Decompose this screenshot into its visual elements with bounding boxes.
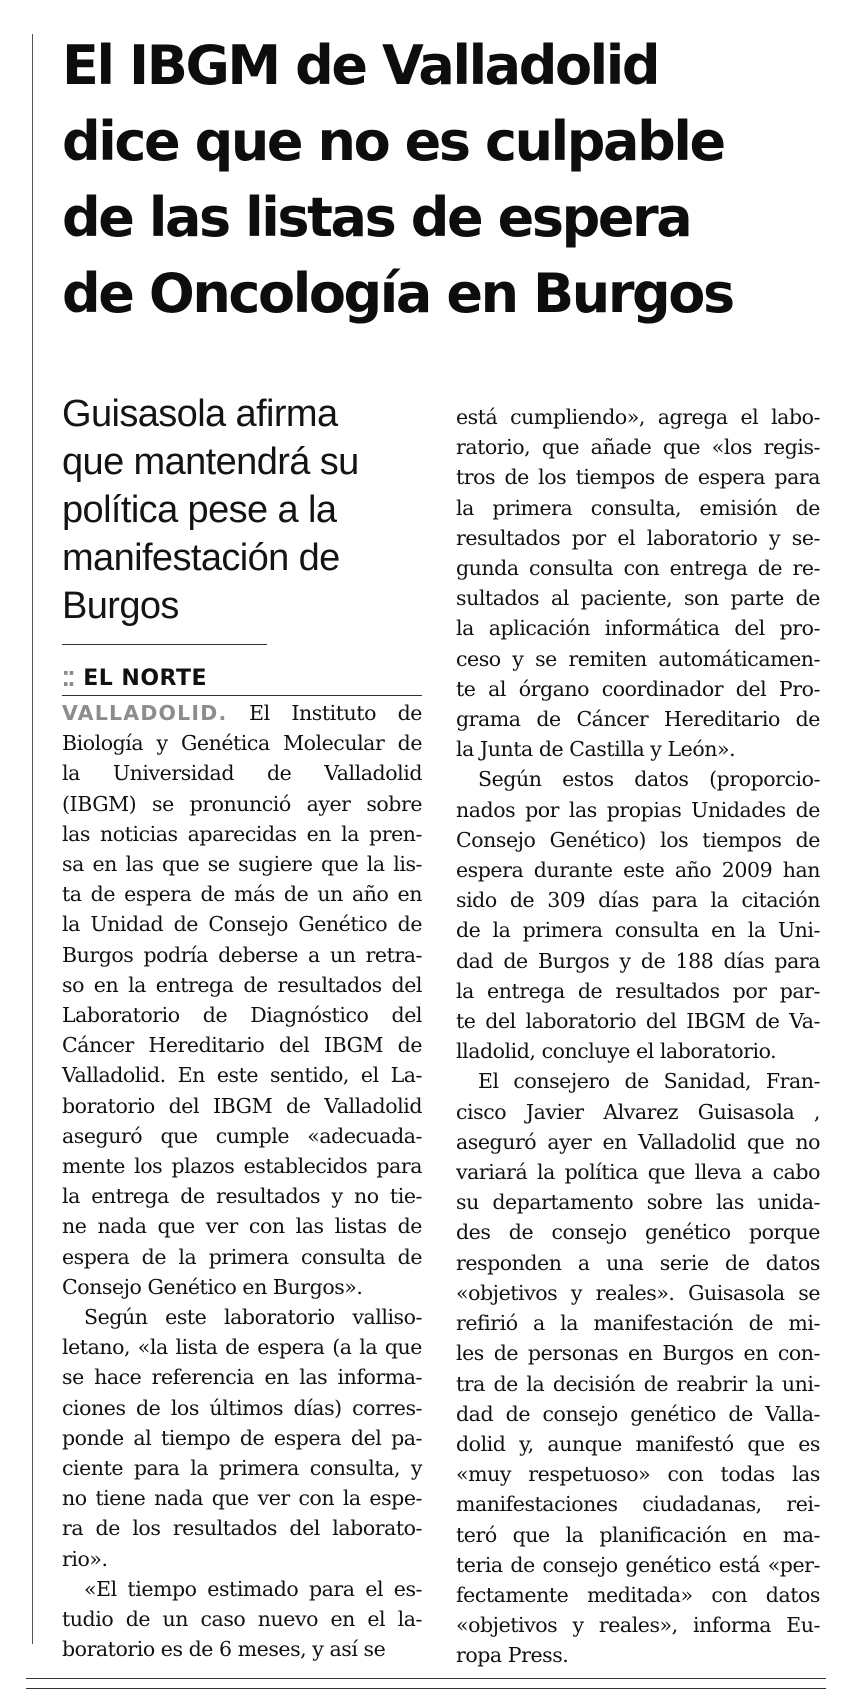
article-column-1 xyxy=(62,698,422,1665)
text-line: ponde al tiempo de espera del pa- xyxy=(62,1425,422,1450)
text-line: lladolid, concluye el laboratorio. xyxy=(456,1039,777,1064)
text-line: te del laboratorio del IBGM de Va- xyxy=(456,1009,820,1034)
text-line: la aplicación informática del pro- xyxy=(456,616,820,641)
text-line: Laboratorio de Diagnóstico del xyxy=(62,1003,422,1028)
text-line: «El tiempo estimado para el es- xyxy=(84,1576,422,1601)
text-line: Según estos datos (proporcio- xyxy=(478,767,820,792)
text-line: grama de Cáncer Hereditario de xyxy=(456,707,820,732)
text-line: espera de la primera consulta de xyxy=(62,1244,422,1269)
text-line: ta de espera de más de un año en xyxy=(62,882,422,907)
text-line xyxy=(62,698,422,728)
text-line: teró que la planificación en ma- xyxy=(456,1522,820,1547)
text-line: Consejo Genético) los tiempos de xyxy=(456,827,820,852)
text-line: Burgos podría deberse a un retra- xyxy=(62,942,422,967)
bottom-divider xyxy=(26,1688,826,1689)
text-line: dad de Burgos y de 188 días para xyxy=(456,948,820,973)
text-line: te al órgano coordinador del Pro- xyxy=(456,676,820,701)
text-line: dad de consejo genético de Valla- xyxy=(456,1401,820,1426)
text-line: ciente para la primera consulta, y xyxy=(62,1456,422,1481)
text-line: la Universidad de Valladolid xyxy=(62,761,422,786)
left-margin-rule xyxy=(32,34,33,1644)
headline-line: de Oncología en Burgos xyxy=(62,262,733,325)
text-line: se hace referencia en las informa- xyxy=(62,1365,422,1390)
text-line: ne nada que ver con las listas de xyxy=(62,1214,422,1239)
text-line: ra de los resultados del laborato- xyxy=(62,1516,422,1541)
text-line: las noticias aparecidas en la pren- xyxy=(62,821,422,846)
text-line: espera durante este año 2009 han xyxy=(456,858,820,883)
text-line: Según este laboratorio valliso- xyxy=(84,1305,422,1330)
text-line: mente los plazos establecidos para xyxy=(62,1154,422,1179)
headline-line: de las listas de espera xyxy=(62,186,691,249)
text-line: manifestaciones ciudadanas, rei- xyxy=(456,1492,820,1517)
text-line: boratorio es de 6 meses, y así se xyxy=(62,1637,386,1662)
text-line: responden a una serie de datos xyxy=(456,1250,820,1275)
text-line: ratorio, que añade que «los regis- xyxy=(456,435,820,460)
text-line: tros de los tiempos de espera para xyxy=(456,465,820,490)
headline-line: El IBGM de Valladolid xyxy=(62,34,659,97)
text-fragment: El Instituto de xyxy=(249,701,422,725)
text-line: variará la política que lleva a cabo xyxy=(456,1160,820,1185)
headline-line: dice que no es culpable xyxy=(62,110,724,173)
text-line: rio». xyxy=(62,1546,108,1571)
text-line: «muy respetuoso» con todas las xyxy=(456,1462,820,1487)
text-line: Biología y Genética Molecular de xyxy=(62,731,422,756)
text-line: la entrega de resultados por par- xyxy=(456,978,820,1003)
text-line: gunda consulta con entrega de re- xyxy=(456,556,820,581)
text-line: la primera consulta, emisión de xyxy=(456,495,820,520)
text-line: sa en las que se sugiere que la lis- xyxy=(62,852,422,877)
bottom-divider xyxy=(26,1678,826,1679)
text-line: la entrega de resultados y no tie- xyxy=(62,1184,422,1209)
text-line: Valladolid. En este sentido, el La- xyxy=(62,1063,422,1088)
byline-author: EL NORTE xyxy=(83,666,208,691)
text-line: cisco Javier Alvarez Guisasola , xyxy=(456,1099,820,1124)
text-line: des de consejo genético porque xyxy=(456,1220,820,1245)
subheadline xyxy=(62,390,402,630)
text-line: aseguró que cumple «adecuada- xyxy=(62,1123,422,1148)
text-line: de la primera consulta en la Uni- xyxy=(456,918,820,943)
headline xyxy=(62,28,842,332)
text-line: sultados al paciente, son parte de xyxy=(456,586,820,611)
text-line: (IBGM) se pronunció ayer sobre xyxy=(62,791,422,816)
subheadline-line: Guisasola afirma xyxy=(62,393,338,435)
dateline: VALLADOLID. xyxy=(62,701,228,725)
text-line: dolid y, aunque manifestó que es xyxy=(456,1431,820,1456)
text-line: El consejero de Sanidad, Fran- xyxy=(478,1069,820,1094)
text-line: la Unidad de Consejo Genético de xyxy=(62,912,422,937)
text-line: les de personas en Burgos en con- xyxy=(456,1341,820,1366)
text-line: no tiene nada que ver con la espe- xyxy=(62,1486,422,1511)
text-line: ropa Press. xyxy=(456,1643,569,1668)
text-line: Cáncer Hereditario del IBGM de xyxy=(62,1033,422,1058)
text-line: ciones de los últimos días) corres- xyxy=(62,1395,422,1420)
text-line: resultados por el laboratorio y se- xyxy=(456,525,820,550)
text-line: nados por las propias Unidades de xyxy=(456,797,820,822)
byline xyxy=(62,662,422,696)
article-column-2 xyxy=(456,402,820,1671)
subheadline-line: que mantendrá su xyxy=(62,441,359,483)
text-line: tudio de un caso nuevo en el la- xyxy=(62,1607,422,1632)
text-line: Consejo Genético en Burgos». xyxy=(62,1274,363,1299)
subheadline-line: manifestación de xyxy=(62,537,340,579)
text-line: refirió a la manifestación de mi- xyxy=(456,1311,820,1336)
text-line: ceso y se remiten automáticamen- xyxy=(456,646,820,671)
text-line: aseguró ayer en Valladolid que no xyxy=(456,1129,820,1154)
subheadline-line: política pese a la xyxy=(62,489,337,531)
text-line: sido de 309 días para la citación xyxy=(456,888,820,913)
text-line: está cumpliendo», agrega el labo- xyxy=(456,405,820,429)
text-line: tra de la decisión de reabrir la uni- xyxy=(456,1371,820,1396)
text-line: so en la entrega de resultados del xyxy=(62,972,422,997)
text-line: letano, «la lista de espera (a la que xyxy=(62,1335,422,1360)
text-line: su departamento sobre las unida- xyxy=(456,1190,820,1215)
byline-dots-icon: ⁚⁚ xyxy=(62,666,74,691)
text-line: fectamente meditada» con datos xyxy=(456,1582,820,1607)
text-line: «objetivos y reales». Guisasola se xyxy=(456,1280,820,1305)
text-line: la Junta de Castilla y León». xyxy=(456,737,736,762)
text-line: boratorio del IBGM de Valladolid xyxy=(62,1093,422,1118)
text-line: «objetivos y reales», informa Eu- xyxy=(456,1613,820,1638)
text-line: teria de consejo genético está «per- xyxy=(456,1552,820,1577)
subheadline-line: Burgos xyxy=(62,585,179,627)
subheadline-divider xyxy=(62,644,267,645)
